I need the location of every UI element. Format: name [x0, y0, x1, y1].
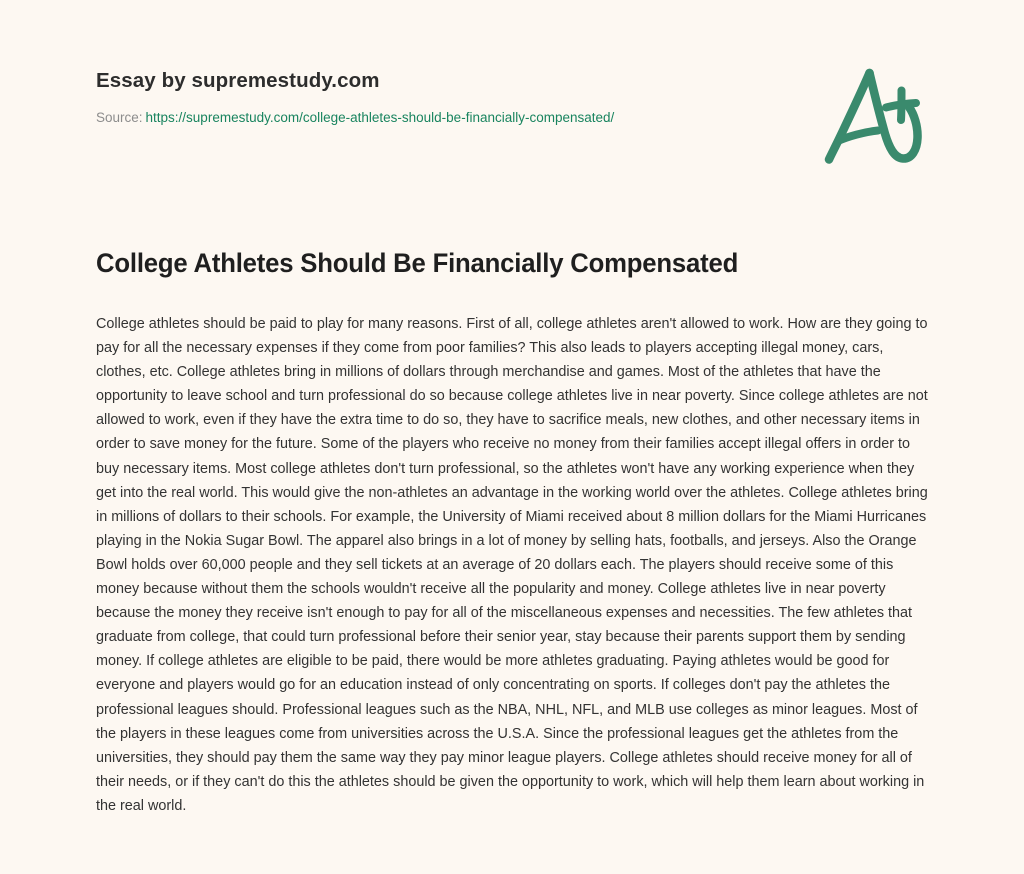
- essay-attribution-heading: Essay by supremestudy.com: [96, 69, 380, 92]
- page-header: [96, 68, 796, 128]
- source-line: [96, 108, 796, 128]
- source-url-link[interactable]: https://supremestudy.com/college-athletes-should-be-financially-compensated/: [145, 110, 615, 125]
- a-plus-logo: [812, 62, 934, 170]
- page-title: College Athletes Should Be Financially Compensated: [96, 248, 739, 278]
- source-label: Source:: [96, 110, 143, 125]
- article-body-text: College athletes should be paid to play for many reasons. First of all, college athletes aren't allowed to work. How are they going to pay for all the necessary expenses if they come from poor families? This also leads to players accepting illegal money, cars, clothes, etc. College athletes bring in millions of dollars through merchandise and games. Most of the athletes that have the opportunity to leave school and turn professional do so because college athletes live in near poverty. Since college athletes are not allowed to work, even if they have the extra time to do so, they have to sacrifice meals, new clothes, and other necessary items in order to save money for the future. Some of the players who receive no money from their families accept illegal offers in order to buy necessary items. Most college athletes don't turn professional, so the athletes won't have any working experience when they get into the real world. This would give the non-athletes an advantage in the working world over the athletes. College athletes bring in millions of dollars to their schools. For example, the University of Miami received about 8 million dollars for the Miami Hurricanes playing in the Nokia Sugar Bowl. The apparel also brings in a lot of money by selling hats, footballs, and jerseys. Also the Orange Bowl holds over 60,000 people and they sell tickets at an average of 20 dollars each. The players should receive some of this money because without them the schools wouldn't receive all the popularity and money. College athletes live in near poverty because the money they receive isn't enough to pay for all of the miscellaneous expenses and necessities. The few athletes that graduate from college, that could turn professional before their senior year, stay because their parents support them by sending money. If college athletes are eligible to be paid, there would be more athletes graduating. Paying athletes would be good for everyone and players would go for an education instead of only concentrating on sports. If colleges don't pay the athletes the professional leagues should. Professional leagues such as the NBA, NHL, NFL, and MLB use colleges as minor leagues. Most of the players in these leagues come from universities across the U.S.A. Since the professional leagues get the athletes from the universities, they should pay them the same way they pay minor league players. College athletes should receive money for all of their needs, or if they can't do this the athletes should be given the opportunity to work, which will help them learn about working in the real world.: [96, 316, 928, 814]
